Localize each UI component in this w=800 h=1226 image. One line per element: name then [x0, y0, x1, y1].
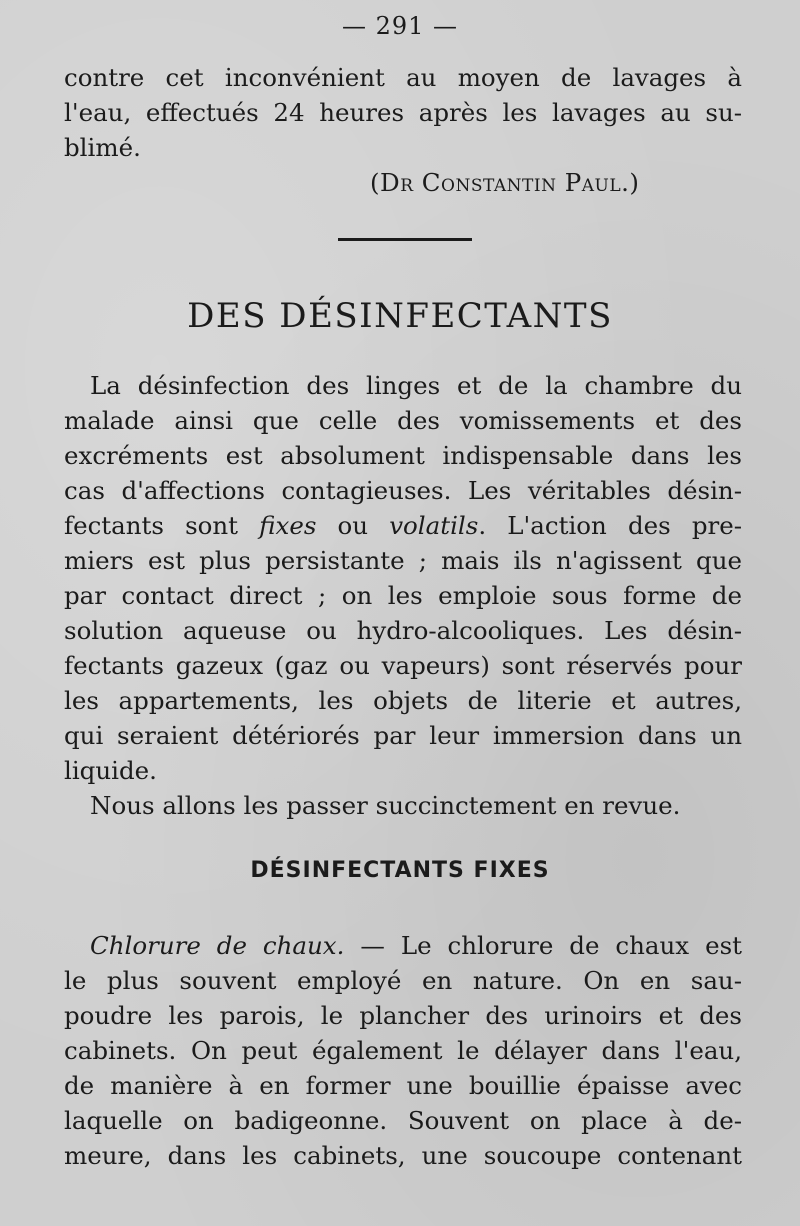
- text-line: liquide.: [64, 756, 157, 785]
- text-line: malade ainsi que celle des vomissements et des: [64, 406, 742, 435]
- section-divider: [338, 238, 472, 241]
- text-line: contre cet inconvénient au moyen de lavages à: [64, 63, 742, 92]
- continuation-paragraph: [64, 60, 742, 165]
- text-line: fectants sont fixes ou volatils. L'action des pre-: [64, 511, 743, 540]
- text-line: solution aqueuse ou hydro-alcooliques. Les désin-: [64, 616, 742, 645]
- page-number: — 291 —: [341, 12, 459, 40]
- text-line: blimé.: [64, 133, 141, 162]
- text-line: poudre les parois, le plancher des urinoirs et des: [64, 1001, 742, 1030]
- intro-paragraphs: [64, 368, 742, 823]
- text-line: l'eau, effectués 24 heures après les lavages au su-: [64, 98, 742, 127]
- text-line: le plus souvent employé en nature. On en sau-: [64, 966, 742, 995]
- text-line: Chlorure de chaux. — Le chlorure de chaux est: [90, 931, 743, 960]
- text-line: Nous allons les passer succinctement en revue.: [90, 791, 681, 820]
- text-line: qui seraient détériorés par leur immersion dans un: [64, 721, 742, 750]
- text-line: meure, dans les cabinets, une soucoupe contenant: [64, 1141, 742, 1170]
- author-signature: (Dr Constantin Paul.): [370, 168, 640, 197]
- text-line: laquelle on badigeonne. Souvent on place à de-: [64, 1106, 742, 1135]
- chlorure-paragraph: [64, 928, 742, 1173]
- text-line: par contact direct ; on les emploie sous forme de: [64, 581, 742, 610]
- text-line: les appartements, les objets de literie et autres,: [64, 686, 742, 715]
- text-line: miers est plus persistante ; mais ils n'agissent que: [64, 546, 742, 575]
- chapter-heading: DES DÉSINFECTANTS: [187, 296, 613, 336]
- text-line: excréments est absolument indispensable dans les: [64, 441, 742, 470]
- text-line: fectants gazeux (gaz ou vapeurs) sont réservés pour: [64, 651, 742, 680]
- section-subheading: DÉSINFECTANTS FIXES: [250, 858, 550, 883]
- text-line: La désinfection des linges et de la chambre du: [90, 371, 742, 400]
- text-line: cas d'affections contagieuses. Les véritables désin-: [64, 476, 742, 505]
- text-line: cabinets. On peut également le délayer dans l'eau,: [64, 1036, 742, 1065]
- text-line: de manière à en former une bouillie épaisse avec: [64, 1071, 742, 1100]
